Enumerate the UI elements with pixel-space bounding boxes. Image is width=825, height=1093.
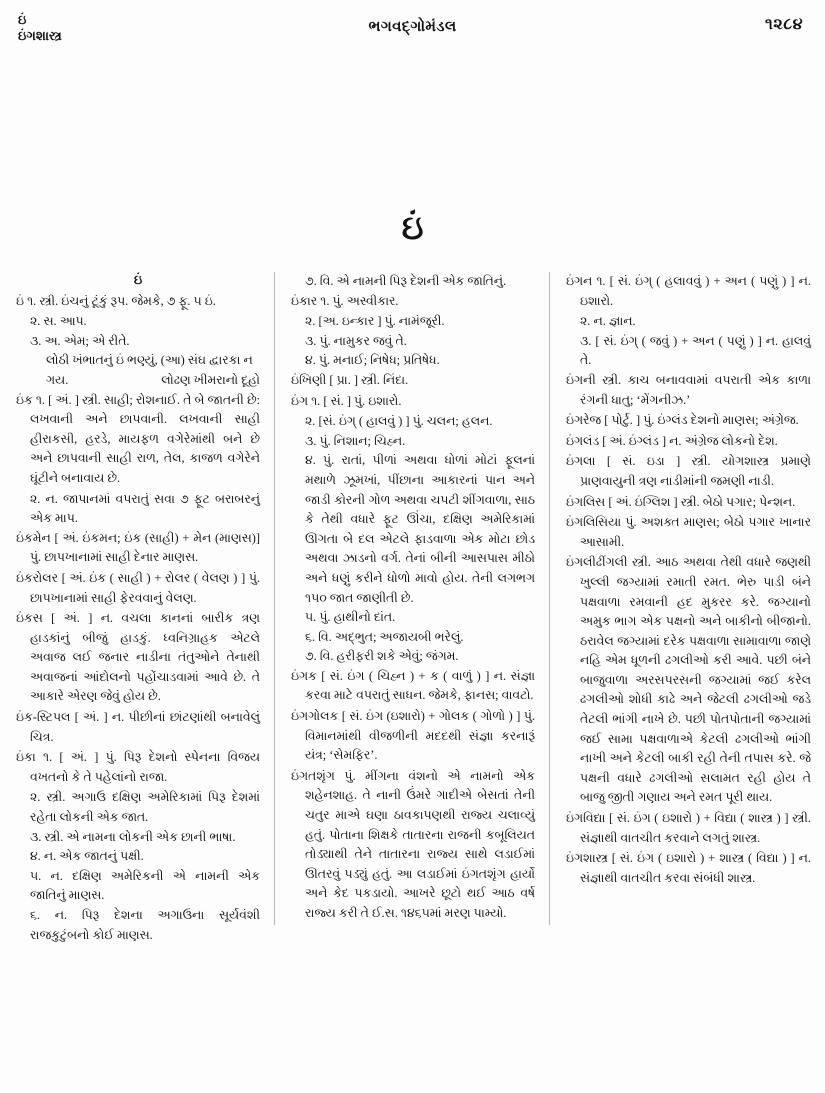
dictionary-entry: ઇંગલિસિયા પું. અશક્ત માણસ; બેઠો પગાર ખાનાર આસામી. [566,515,811,549]
entry-sense: ૬. વિ. અદ્ભુત; અજાયબી ભરેલું. [305,629,464,644]
entry-sense: ૨. સ. આપ. [30,314,87,329]
dictionary-entry: ઇંગન ૧. [ સં. ઇંગ્ ( હલાવવું ) + અન ( પણું ) ] ન. ઇશારો. [566,274,811,308]
citation-line [16,371,260,391]
dictionary-entry: ઇંગરેજ [ પોર્ટુ. ] પું. ઇંગ્લંડ દેશનો માણસ; અંગ્રેજ. [566,413,799,428]
entry-sense: ૫. ન. દક્ષિણ અમેરિકની એ નામની એક જાતિનું માણસ. [30,868,260,903]
citation-source: લોઢણ ખીમરાનો દૂહો [161,372,260,387]
dictionary-entry: ઇંક ૧. [ અં. ] સ્ત્રી. સાહી; રોશનાઈ. તે બે જાતની છે: લખવાની અને છાપવાની. લખવાની સાહી હીરાકસી, હરડે, માયફળ વગેરેમાંથી બને છે અને છાપવાની સાહી રાળ, તેલ, કાજળ વગેરેને ઘૂંટીને બનાવાય છે. [16,392,260,485]
entry-sense: ૨. ન. જાપાનમાં વપરાતું સવા ૭ ફૂટ બરાબરનું એક માપ. [30,491,260,526]
dictionary-entry: ઇંકસ [ અં. ] ન. વચલા કાનનાં બારીક ત્રણ હાડકાંનું બીજું હાડકું. ધ્વનિગ્રાહક એટલે અવાજ લઈ જનાર નાડીના તંતુઓને તેનાથી અવાજનાં આંદોલનો પહોંચાડવામાં આવે છે. તે આકારે એરણ જેવું હોય છે. [16,611,260,704]
column-1 [0,272,274,945]
entry-sense: ૬. ન. પિરૂ દેશના અગાઉના સૂર્યવંશી રાજકુટુંબનો કોઈ માણસ. [30,908,260,942]
dictionary-entry: ઇંગલિસ [ અં. ઇંગ્લિશ ] સ્ત્રી. બેઠો પગાર; પેન્શન. [566,494,796,509]
dictionary-entry: ઇંગની સ્ત્રી. કાચ બનાવવામાં વપરાતી એક કાળા રંગની ધાતુ; ‘મેંગનીઝ.’ [566,372,811,407]
entry-sense: ૩. પું. નિશાન; ચિહ્ન. [305,433,406,448]
dictionary-entry: ઇંકમેન [ અં. ઇંકમન; ઇંક (સાહી) + મેન (માણસ)] પું. છાપખાનામાં સાહી દેનાર માણસ. [16,530,260,565]
running-head-letter: ઇં [18,12,27,27]
entry-sense: ૨. [સં. ઇંગ્ ( હાલવું ) ] પું. ચલન; હલન. [305,414,493,429]
entry-sense: ૩. પું. નામુકર જવું તે. [305,333,407,348]
dictionary-entry: ઇંકા ૧. [ અં. ] પું. પિરૂ દેશનો સ્પેનના વિજય વખતનો કે તે પહેલાંનો રાજા. [16,750,260,784]
dictionary-entry: ઇંગશાસ્ત્ર [ સં. ઇંગ ( ઇશારો ) + શાસ્ત્ર ( વિદ્યા ) ] ન. સંજ્ઞાથી વાતચીત કરવા સંબંધી શાસ્ત્ર. [566,851,811,885]
entry-sense: ૩. સ્ત્રી. એ નામના લોકની એક છાની ભાષા. [30,829,236,844]
dictionary-entry: ઇંગ ૧. [ સં. ] પું. ઇશારો. [291,393,402,408]
entry-sense: ૪. પું. મનાઈ; નિષેધ; પ્રતિષેધ. [305,353,440,368]
running-head-word: ઇંગશાસ્ત્ર [18,28,62,44]
citation-text: ગય. [46,372,69,387]
dictionary-entry: ઇંગવિદ્યા [ સં. ઇંગ ( ઇશારો ) + વિદ્યા ( શાસ્ત્ર ) ] સ્ત્રી. સંજ્ઞાથી વાતચીત કરવાને લગતું શાસ્ત્ર. [566,811,811,845]
column-3 [550,272,825,889]
entry-sense: ૩. અ. એમ; એ રીતે. [30,333,130,348]
entry-note: લોઠી ખંભાતનું ઇં ભણ્યું, (આ) સંઘ દ્વારકા ન [46,353,253,368]
running-head [0,0,825,60]
entry-sense: ૨. ન. જ્ઞાન. [580,314,636,329]
dictionary-entry: ઇંખિણી [ પ્રા. ] સ્ત્રી. નિંદા. [291,372,409,387]
dictionary-entry: ઇં ૧. સ્ત્રી. ઇંચનું ટૂંકું રૂપ. જેમકે, ૭ ફૂ. ૫ ઇં. [16,293,216,308]
entry-sense: ૩. [ સં. ઇંગ્ ( જવું ) + અન ( પણું ) ] ન. હાલવું તે. [580,333,811,368]
dictionary-entry: ઇંગક [ સં. ઇંગ ( ચિહ્ન ) + ક ( વાળું ) ] ન. સંજ્ઞા કરવા માટે વપરાતું સાધન. જેમકે, ફાનસ; વાવટો. [291,668,535,703]
entry-sense: ૨. [અ. ઇન્કાર ] પું. નામંજૂરી. [305,314,445,329]
column-2 [274,272,550,925]
column-letter-mark: ઇં [133,272,143,287]
entry-sense: ૭. વિ. હરીફરી શકે એવું; જંગમ. [305,649,459,664]
page-number: ૧૨૮૪ [765,16,803,33]
dictionary-entry: ઇંકાર ૧. પું. અસ્વીકાર. [291,293,399,308]
dictionary-entry: ઇંગલા [ સં. ઇડા ] સ્ત્રી. યોગશાસ્ત્ર પ્રમાણે પ્રાણવાયુની ત્રણ નાડીમાંની જમણી નાડી. [566,454,811,488]
columns-container [0,272,825,945]
entry-sense: ૪. પું. રાતાં, પીળાં અથવા ધોળાં મોટાં ફૂલનાં મથાળે ઝૂમખાં, પીંછાના આકારનાં પાન અને જાડી કોરની ગોળ અથવા ચપટી શીંગવાળા, સાઠ કે તેથી વધારે ફૂટ ઊંચા, દક્ષિણ અમેરિકામાં ઊગતા બે દલ એટલે ફાડવાળા એક મોટા છોડ અથવા ઝાડનો વર્ગ. તેનાં બીની આસપાસ મીઠો અને ધણું કરીને ધોળો માવો હોય. તેની લગભગ ૧૫૦ જાત જાણીતી છે. [305,453,535,605]
dictionary-entry: ઇંગતશૃંગ પું. મીંગના વંશનો એ નામનો એક શહેનશાહ. તે નાની ઉંમરે ગાદીએ બેસતાં તેની ચતુર માએ ઘણા ઠાવકાપણથી રાજ્ય ચલાવ્યું હતું. પોતાના શિક્ષકે તાતારના રાજની કબૂલિયત તોડ્યાથી તેને તાતારના રાજ્ય સાથે લડાઈમાં ઊતરવું પડ્યું હતું. આ લડાઈમાં ઇંગતશૃંગ હાર્યો અને કેદ પકડાયો. આખરે છૂટો થઈ આઠ વર્ષ રાજ્ય કરી તે ઈ.સ. ૧૪૬૫માં મરણ પામ્યો. [291,768,535,920]
dictionary-entry: ઇંગલંડ [ અં. ઇંગ્લંડ ] ન. અંગ્રેજ લોકનો દેશ. [566,433,778,448]
dictionary-entry: ઇંક-સ્ટિપલ [ અં. ] ન. પીછીનાં છાંટણાંથી બનાવેલું ચિત્ર. [16,710,260,744]
dictionary-entry: ઇંકરોલર [ અં. ઇંક ( સાહી ) + રોલર ( વેલણ ) ] પું. છાપખાનામાં સાહી ફેરવવાનું વેલણ. [16,570,260,605]
dictionary-entry: ઇંગગોલક [ સં. ઇંગ (ઇશારો) + ગોલક ( ગોળો ) ] પું. વિમાનમાંથી વીજળીની મદદથી સંજ્ઞા કરનારૂં યંત્ર; ‘સેમફિર’. [291,709,535,763]
book-title: ભગવદ્ગોમંડલ [368,19,457,35]
entry-sense: ૭. વિ. એ નામની પિરૂ દેશની એક જાતિનું. [305,274,507,288]
section-letter-heading: ઇં [401,210,424,247]
entry-sense: ૫. પું. હાથીનો દાંત. [305,610,396,625]
entry-sense: ૪. ન. એક જાતનું પક્ષી. [30,849,144,864]
dictionary-entry: ઇંગલીઢીંગલી સ્ત્રી. આઠ અથવા તેથી વધારે જણથી ખુલ્લી જગ્યામાં રમાતી રમત. ભેરુ પાડી બંને પક્ષવાળા રમવાની હદ મુકરર કરે. જગ્યાનો અમુક ભાગ એક પક્ષનો અને બાકીનો બીજાનો. ઠરાવેલ જગ્યામાં દરેક પક્ષવાળા સામાવાળા જાણે નહિ એમ ધૂળની ઢગલીઓ કરી આવે. પછી બંને બાજુવાળા અરસપરસની જગ્યામાં જઈ કરેલ ઢગલીઓ શોધી કાઢે અને જેટલી ઢગલીઓ જડે તેટલી ભાંગી નાખે છે. પછી પોતપોતાની જગ્યામાં જઈ સામા પક્ષવાળાએ કેટલી ઢગલીઓ ભાંગી નાખી અને કેટલી બાકી રહી તેની તપાસ કરે. જે પક્ષની વધારે ઢગલીઓ સલામત રહી હોય તે બાજુ જીતી ગણાય અને રમત પૂરી થાય. [566,555,811,805]
entry-sense: ૨. સ્ત્રી. અગાઉ દક્ષિણ અમેરિકામાં પિરૂ દેશમાં રહેતા લોકની એક જાત. [30,790,260,825]
